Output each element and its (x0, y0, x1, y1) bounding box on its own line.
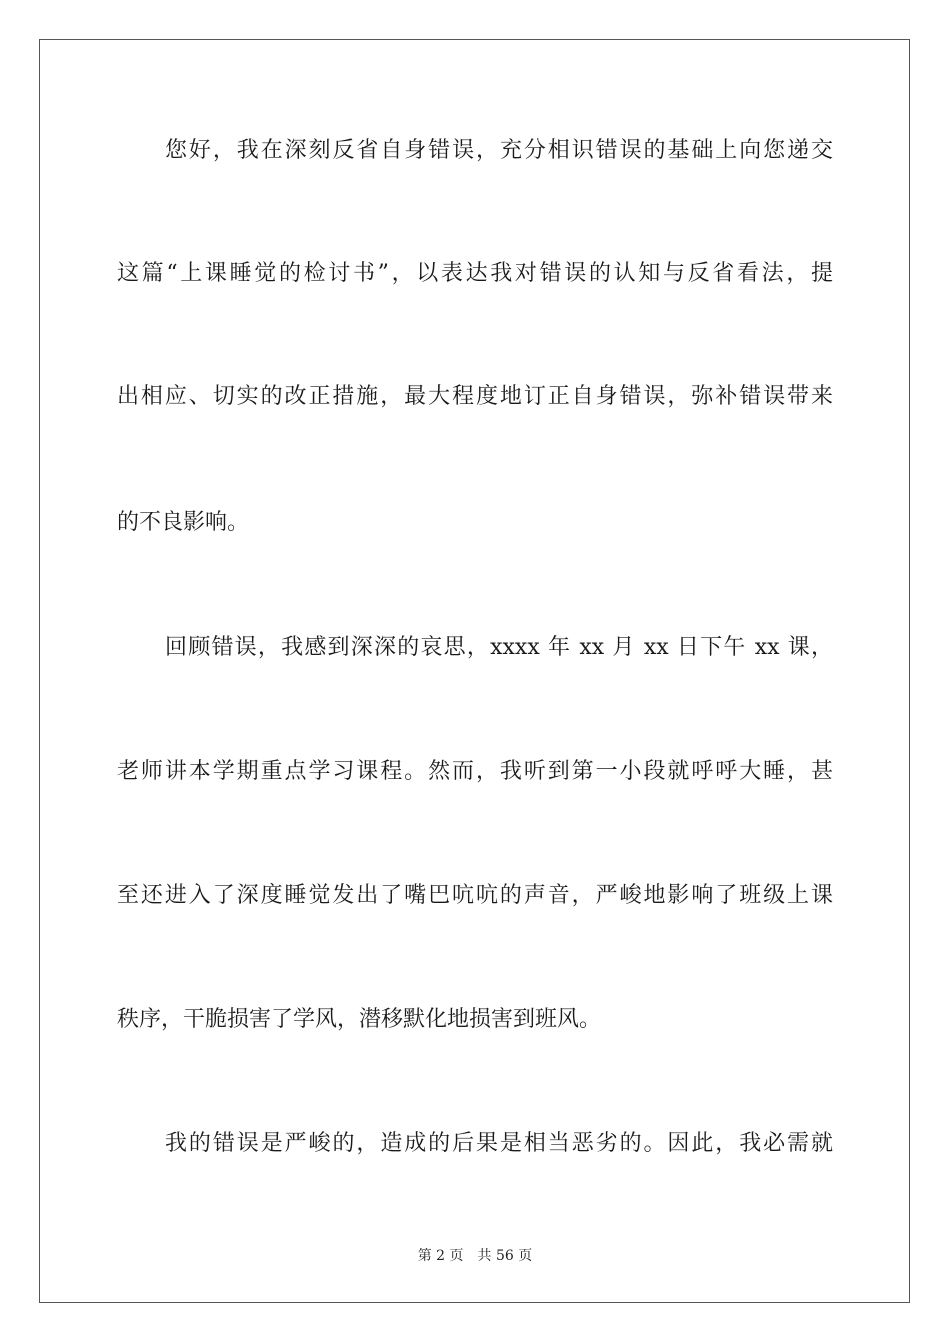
page-footer (0, 1247, 950, 1265)
paragraph-2-line-2: 老师讲本学期重点学习课程。然而，我听到第一小段就呼呼大睡，甚 (117, 759, 833, 784)
paragraph-2-line-1: 回顾错误，我感到深深的哀思，xxxx 年 xx 月 xx 日下午 xx 课， (165, 635, 833, 660)
paragraph-1-line-4: 的不良影响。 (117, 510, 250, 535)
page-total: 共 56 页 (477, 1248, 533, 1264)
page-frame (39, 39, 910, 1303)
paragraph-2-line-3: 至还进入了深度睡觉发出了嘴巴吭吭的声音，严峻地影响了班级上课 (117, 883, 833, 908)
paragraph-1-line-1: 您好，我在深刻反省自身错误，充分相识错误的基础上向您递交 (165, 138, 833, 163)
paragraph-1-line-2: 这篇“上课睡觉的检讨书”，以表达我对错误的认知与反省看法，提 (117, 261, 833, 286)
paragraph-1-line-3: 出相应、切实的改正措施，最大程度地订正自身错误，弥补错误带来 (117, 384, 833, 409)
paragraph-3-line-1: 我的错误是严峻的，造成的后果是相当恶劣的。因此，我必需就 (165, 1131, 833, 1156)
paragraph-2-line-4: 秩序，干脆损害了学风，潜移默化地损害到班风。 (117, 1007, 602, 1032)
page-number: 第 2 页 (417, 1248, 464, 1264)
